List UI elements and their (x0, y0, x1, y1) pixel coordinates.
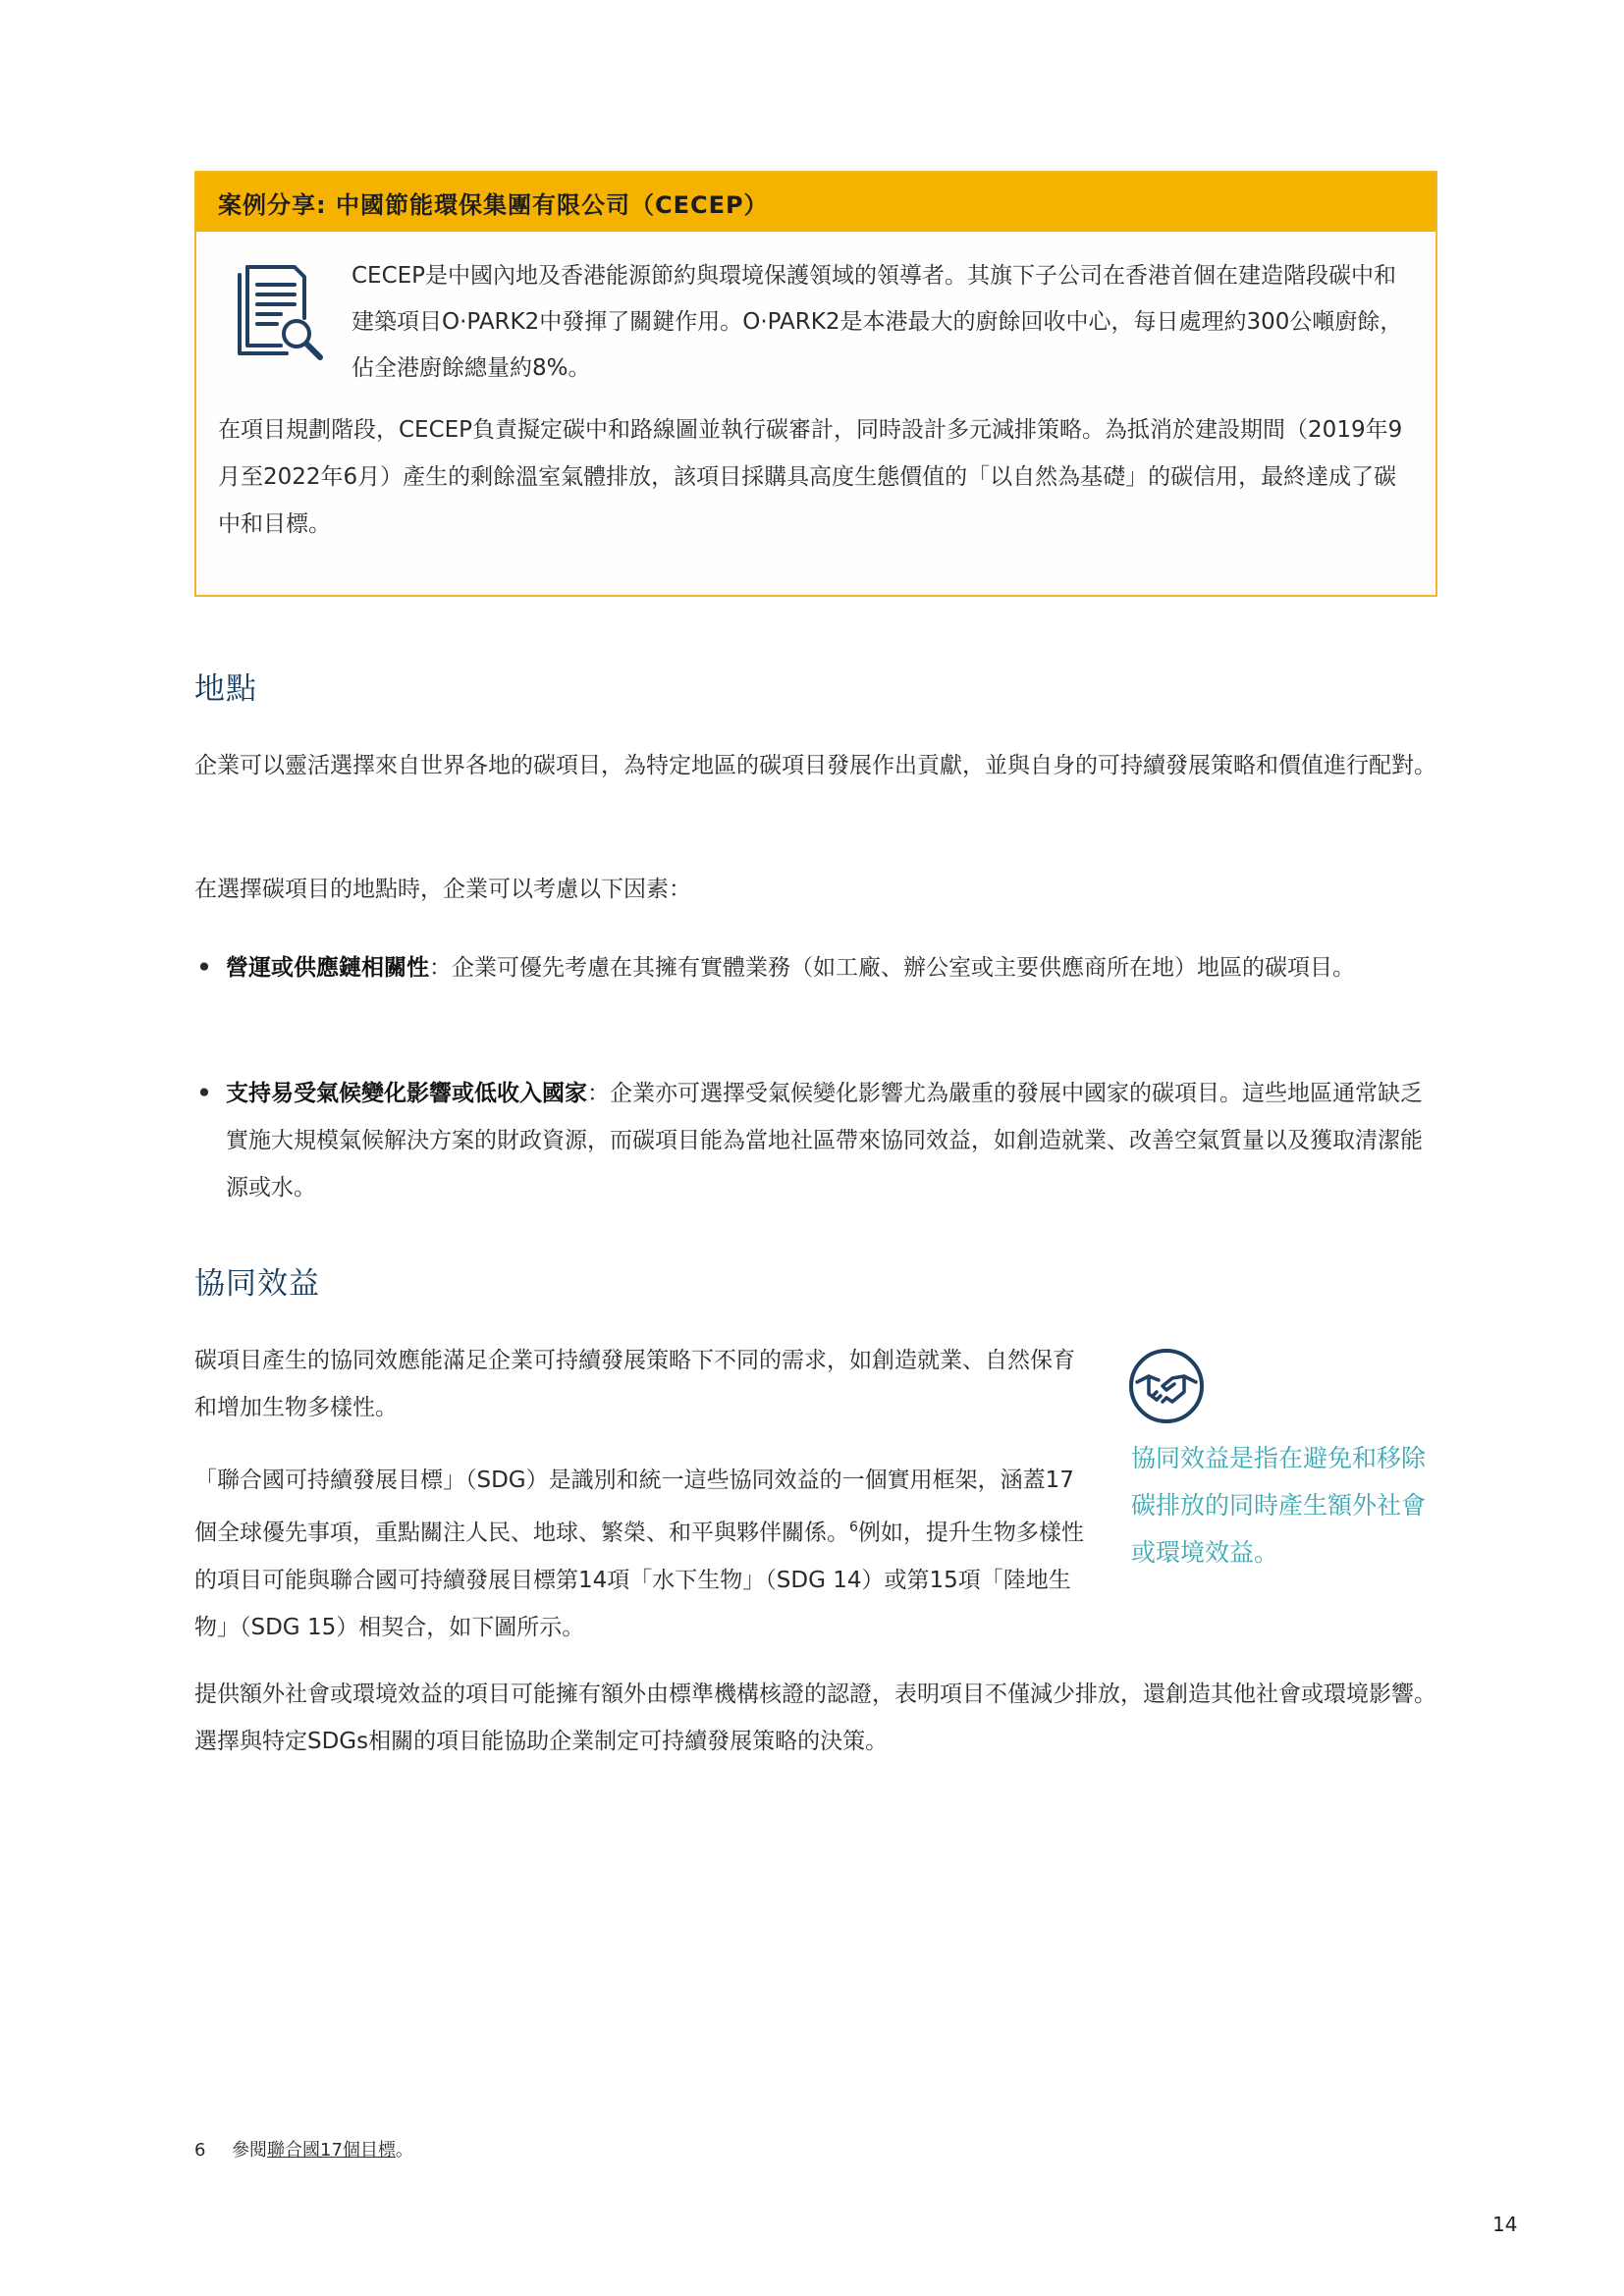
bullet-description: ：企業亦可選擇受氣候變化影響尤為嚴重的發展中國家的碳項目。這些地區通常缺乏實施大規模氣候解決方案的財政資源，而碳項目能為當地社區帶來協同效益，如創造就業、改善空氣質量以及獲取清潔能源或水。 (226, 1081, 1423, 1201)
cobenefits-paragraph-2-main: 「聯合國可持續發展目標」（SDG）是識別和統一這些協同效益的一個實用框架，涵蓋17個全球優先事項，重點關注人民、地球、繁榮、和平與夥伴關係。 (194, 1468, 1074, 1546)
footnote (194, 2136, 413, 2162)
bullet-term: 支持易受氣候變化影響或低收入國家 (226, 1081, 587, 1106)
cobenefits-paragraph-2-rest: 例如，提升生物多樣性的項目可能與聯合國可持續發展目標第14項「水下生物」（SDG 14）或第15項「陸地生物」（SDG 15）相契合，如下圖所示。 (194, 1520, 1084, 1640)
bullet-text (226, 1070, 1439, 1211)
footnote-reference[interactable]: 6 (849, 1520, 858, 1535)
case-study-intro: CECEP是中國內地及香港能源節約與環境保護領域的領導者。其旗下子公司在香港首個在建造階段碳中和建築項目O·PARK2中發揮了關鍵作用。O·PARK2是本港最大的廚餘回收中心，每日處理約300公噸廚餘，佔全港廚餘總量約8%。 (352, 263, 1403, 381)
location-paragraph-1: 企業可以靈活選擇來自世界各地的碳項目，為特定地區的碳項目發展作出貢獻，並與自身的可持續發展策略和價值進行配對。 (194, 753, 1436, 778)
case-study-intro-row (196, 232, 1435, 381)
page-number: 14 (1492, 2213, 1518, 2236)
bullet-term: 營運或供應鏈相關性 (226, 955, 429, 981)
section-heading-location: 地點 (194, 671, 257, 707)
footnote-link[interactable]: 聯合國17個目標 (267, 2140, 396, 2161)
bullet-dot: • (196, 955, 212, 981)
bullet-text (226, 944, 1439, 991)
cobenefits-paragraph-3: 提供額外社會或環境效益的項目可能擁有額外由標準機構核證的認證，表明項目不僅減少排放，還創造其他社會或環境影響。選擇與特定SDGs相關的項目能協助企業制定可持續發展策略的決策。 (194, 1682, 1436, 1754)
location-paragraph-2: 在選擇碳項目的地點時，企業可以考慮以下因素： (194, 877, 691, 902)
case-study-body: 在項目規劃階段，CECEP負責擬定碳中和路線圖並執行碳審計，同時設計多元減排策略。為抵消於建設期間（2019年9月至2022年6月）產生的剩餘溫室氣體排放，該項目採購具高度生態價值的「以自然為基礎」的碳信用，最終達成了碳中和目標。 (218, 417, 1403, 537)
case-study-box (194, 171, 1437, 597)
case-study-title: 案例分享: 中國節能環保集團有限公司（CECEP） (196, 173, 1435, 232)
footnote-prefix: 參閱 (232, 2140, 267, 2161)
cobenefits-paragraph-2 (194, 1457, 1096, 1651)
document-search-icon (226, 263, 328, 361)
bullet-dot: • (196, 1081, 212, 1106)
bullet-description: ：企業可優先考慮在其擁有實體業務（如工廠、辦公室或主要供應商所在地）地區的碳項目。 (429, 955, 1355, 981)
cobenefits-callout: 協同效益是指在避免和移除碳排放的同時產生額外社會或環境效益。 (1131, 1444, 1427, 1567)
cobenefits-paragraph-1: 碳項目產生的協同效應能滿足企業可持續發展策略下不同的需求，如創造就業、自然保育和增加生物多樣性。 (194, 1348, 1075, 1420)
section-heading-cobenefits: 協同效益 (194, 1266, 320, 1302)
footnote-number: 6 (194, 2140, 206, 2161)
footnote-suffix: 。 (395, 2140, 413, 2161)
handshake-icon (1127, 1347, 1206, 1425)
